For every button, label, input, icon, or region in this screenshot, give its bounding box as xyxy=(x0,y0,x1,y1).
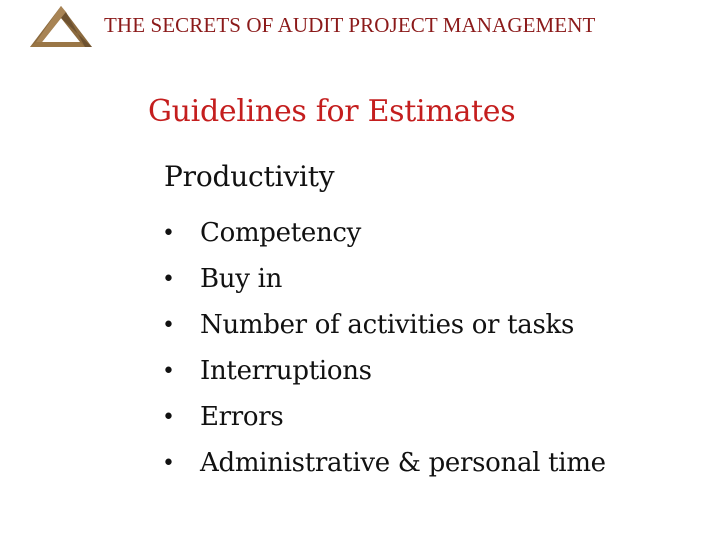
bullet-item-number-of-activities xyxy=(162,302,606,348)
bullet-icon: • xyxy=(162,450,175,476)
bullet-icon: • xyxy=(162,358,175,384)
bullet-text: Errors xyxy=(200,402,284,432)
slide-title: Guidelines for Estimates xyxy=(148,94,516,129)
bullet-item-buy-in xyxy=(162,256,606,302)
presentation-header-title: THE SECRETS OF AUDIT PROJECT MANAGEMENT xyxy=(104,13,596,37)
bullet-list xyxy=(162,210,606,486)
bullet-text: Interruptions xyxy=(200,356,372,386)
bullet-text: Number of activities or tasks xyxy=(200,310,575,340)
bullet-text: Administrative & personal time xyxy=(200,448,606,478)
bullet-item-competency xyxy=(162,210,606,256)
bullet-icon: • xyxy=(162,220,175,246)
impossible-triangle-logo-icon xyxy=(26,2,96,50)
bullet-icon: • xyxy=(162,404,175,430)
bullet-text: Competency xyxy=(200,218,362,248)
bullet-icon: • xyxy=(162,312,175,338)
bullet-item-administrative-time xyxy=(162,440,606,486)
slide-subtitle: Productivity xyxy=(164,160,335,193)
bullet-icon: • xyxy=(162,266,175,292)
bullet-text: Buy in xyxy=(200,264,283,294)
bullet-item-errors xyxy=(162,394,606,440)
bullet-item-interruptions xyxy=(162,348,606,394)
